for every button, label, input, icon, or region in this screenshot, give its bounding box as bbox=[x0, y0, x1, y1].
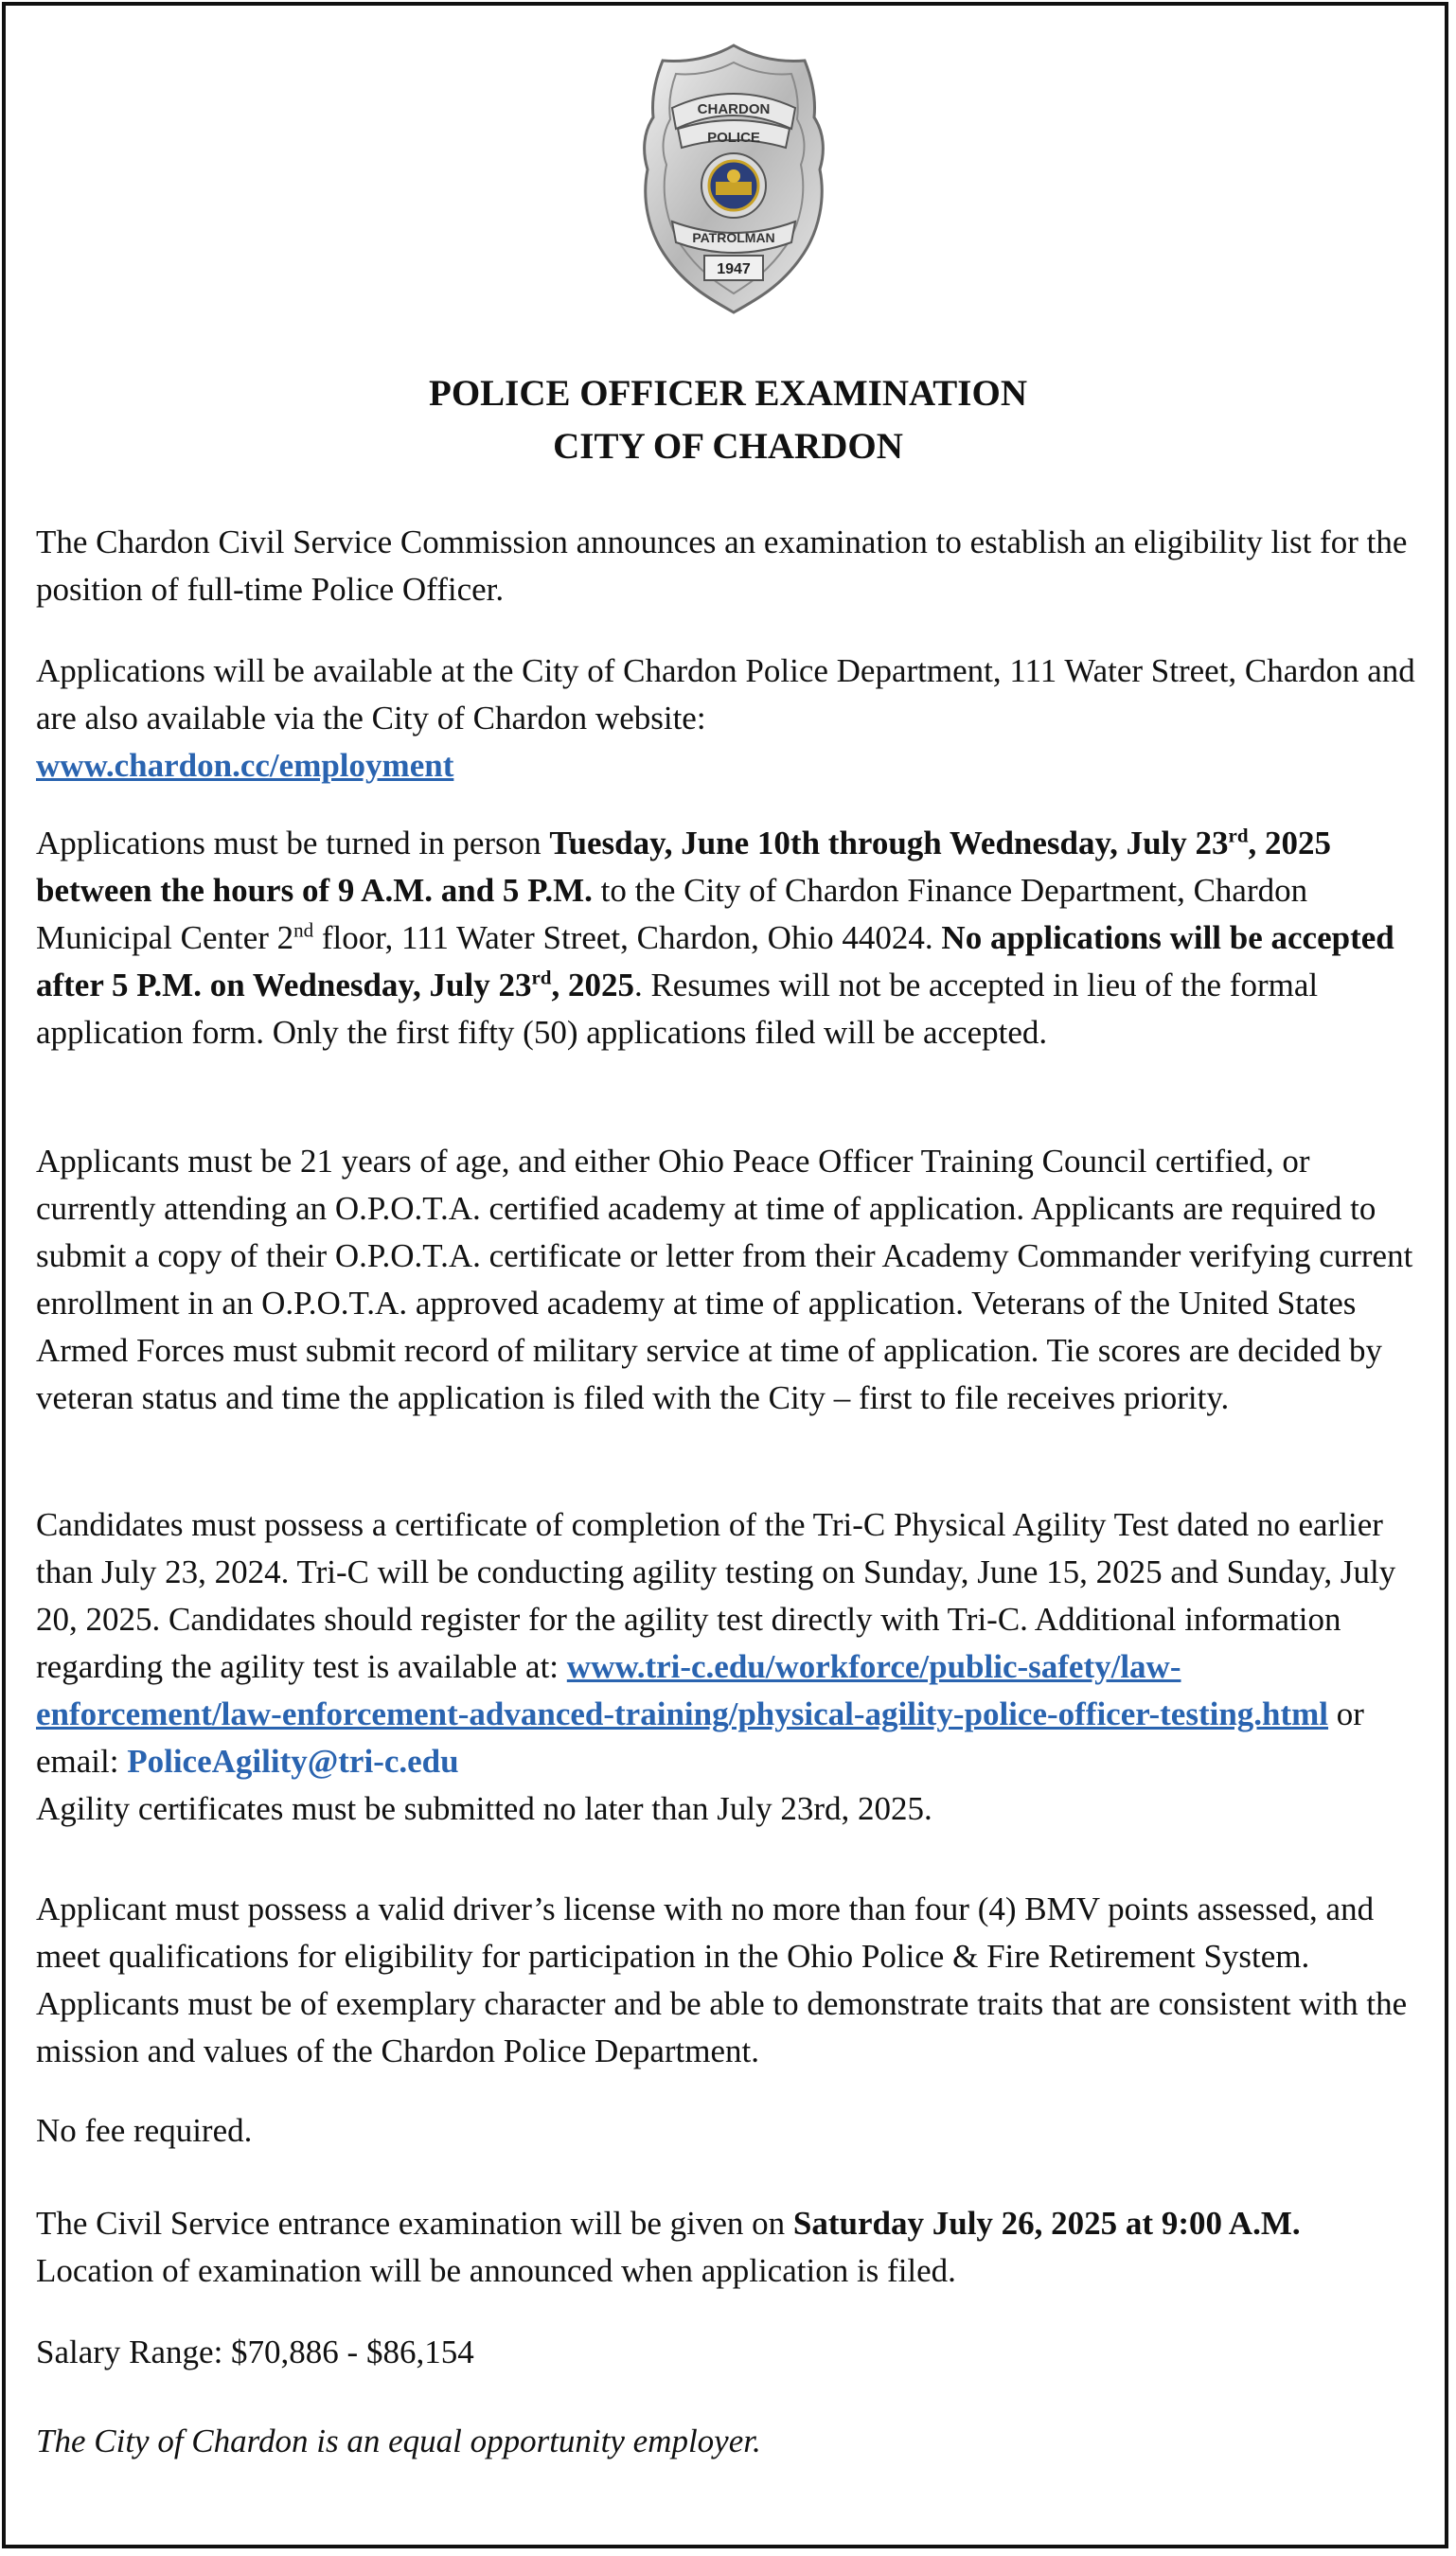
intro-paragraph bbox=[36, 519, 1420, 613]
submission-deadline-b: , 2025 bbox=[551, 967, 634, 1003]
agility-email-link[interactable]: PoliceAgility@tri-c.edu bbox=[127, 1743, 459, 1780]
agility-email-lead: or email: bbox=[36, 1695, 1364, 1780]
fee-text: No fee required. bbox=[36, 2112, 253, 2149]
badge-year: 1947 bbox=[717, 261, 751, 277]
badge-bottom-text: PATROLMAN bbox=[692, 230, 775, 245]
exam-paragraph bbox=[36, 2200, 1420, 2295]
submission-dates-b: , 2025 between the hours of 9 A.M. and 5 P.M. bbox=[36, 825, 1332, 909]
license-paragraph bbox=[36, 1886, 1420, 2075]
submission-mid-b: floor, 111 Water Street, Chardon, Ohio 44024. bbox=[313, 919, 933, 956]
submission-mid-a: to the City of Chardon Finance Department, Chardon Municipal Center 2 bbox=[36, 872, 1308, 956]
submission-paragraph bbox=[36, 820, 1420, 1056]
submission-tail: . Resumes will not be accepted in lieu of the formal application form. Only the first fifty (50) applications filed will be accepted. bbox=[36, 967, 1319, 1051]
exam-lead: The Civil Service entrance examination will be given on bbox=[36, 2205, 793, 2242]
police-badge bbox=[634, 42, 833, 316]
submission-lead: Applications must be turned in person bbox=[36, 825, 550, 861]
availability-text: Applications will be available at the City of Chardon Police Department, 111 Water Street, Chardon and are also available via the City of Chardon website: bbox=[36, 652, 1415, 737]
page-frame bbox=[2, 2, 1448, 2548]
license-text: Applicant must possess a valid driver’s license with no more than four (4) BMV points assessed, and meet qualifications for eligibility for participation in the Ohio Police & Fire Retirement System. Applicants must be of exemplary character and be able to demonstrate traits that are consistent with the mission and values of the Chardon Police Department. bbox=[36, 1890, 1408, 2069]
agility-paragraph bbox=[36, 1501, 1420, 1833]
requirements-text: Applicants must be 21 years of age, and either Ohio Peace Officer Training Council certified, or currently attending an O.P.O.T.A. certified academy at time of application. Applicants are required to submit a copy of their O.P.O.T.A. certificate or letter from their Academy Commander verifying current enrollment in an O.P.O.T.A. approved academy at time of application. Veterans of the United States Armed Forces must submit record of military service at time of application. Tie scores are decided by veteran status and time the application is filed with the City – first to file receives priority. bbox=[36, 1143, 1413, 1416]
submission-deadline-sup: rd bbox=[531, 966, 552, 989]
eeo-text: The City of Chardon is an equal opportunity employer. bbox=[36, 2423, 761, 2459]
exam-date: Saturday July 26, 2025 at 9:00 A.M. bbox=[792, 2205, 1301, 2242]
exam-tail: Location of examination will be announced when application is filed. bbox=[36, 2252, 956, 2289]
badge-icon bbox=[634, 42, 833, 316]
page-subtitle: CITY OF CHARDON bbox=[553, 426, 903, 467]
badge-top-text: CHARDON bbox=[697, 101, 771, 117]
requirements-paragraph bbox=[36, 1138, 1420, 1422]
submission-mid-sup: nd bbox=[293, 918, 314, 942]
submission-dates-a: Tuesday, June 10th through Wednesday, July 23 bbox=[549, 825, 1229, 861]
page-title: POLICE OFFICER EXAMINATION bbox=[429, 373, 1027, 414]
submission-dates-sup: rd bbox=[1228, 824, 1249, 847]
employment-link[interactable]: www.chardon.cc/employment bbox=[36, 747, 454, 784]
agility-text: Candidates must possess a certificate of completion of the Tri-C Physical Agility Test dated no earlier than July 23, 2024. Tri-C will be conducting agility testing on Sunday, June 15, 2025 and Sunday, July 20, 2025. Candidates should register for the agility test directly with Tri-C. Additional information regarding the agility test is available at: bbox=[36, 1506, 1396, 1685]
agility-deadline: Agility certificates must be submitted no later than July 23rd, 2025. bbox=[36, 1790, 932, 1827]
submission-deadline-a: No applications will be accepted after 5 P.M. on Wednesday, July 23 bbox=[36, 919, 1394, 1003]
intro-text: The Chardon Civil Service Commission announces an examination to establish an eligibility list for the position of full-time Police Officer. bbox=[36, 524, 1408, 608]
eeo-paragraph bbox=[36, 2418, 1420, 2465]
salary-text: Salary Range: $70,886 - $86,154 bbox=[36, 2334, 474, 2370]
fee-paragraph bbox=[36, 2107, 1420, 2155]
agility-link[interactable]: www.tri-c.edu/workforce/public-safety/law-enforcement/law-enforcement-advanced-training/physical-agility-police-officer-testing.html bbox=[36, 1648, 1329, 1732]
badge-ribbon-text: POLICE bbox=[707, 130, 760, 146]
availability-paragraph bbox=[36, 648, 1420, 790]
salary-paragraph bbox=[36, 2329, 1420, 2376]
